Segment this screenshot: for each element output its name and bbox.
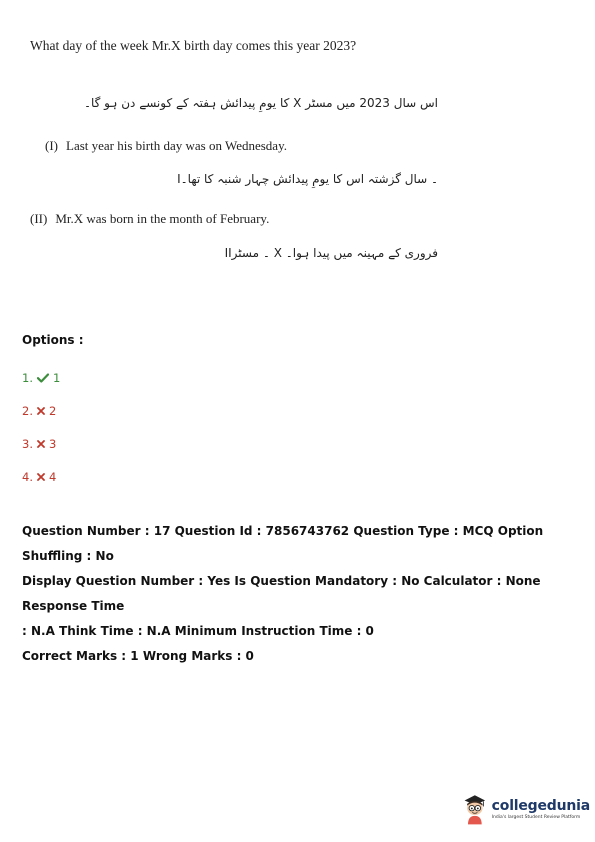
option-3-value: 3	[48, 437, 57, 451]
logo-wordmark: collegedunia	[491, 798, 590, 814]
cross-icon	[37, 407, 45, 415]
statement-1	[45, 138, 287, 154]
collegedunia-logo	[462, 787, 590, 831]
statement-2-urdu: II۔ مسٹر X فروری کے مہینہ میں پیدا ہوا۔	[224, 246, 438, 260]
cross-icon	[37, 473, 45, 481]
check-icon	[37, 373, 49, 383]
statement-1-number: (I)	[45, 138, 58, 153]
statement-2	[30, 211, 269, 227]
option-2[interactable]	[22, 404, 56, 418]
option-4-number: 4.	[22, 470, 33, 484]
meta-line-3: : N.A Think Time : N.A Minimum Instruction Time : 0	[22, 624, 374, 638]
option-4[interactable]	[22, 470, 56, 484]
option-1-value: 1	[52, 371, 61, 385]
statement-2-number: (II)	[30, 211, 48, 226]
meta-line-1: Question Number : 17 Question Id : 7856743762 Question Type : MCQ Option Shuffling : No	[22, 524, 544, 563]
meta-line-2: Display Question Number : Yes Is Question Mandatory : No Calculator : None Response Time	[22, 574, 541, 613]
statement-2-text: Mr.X was born in the month of February.	[55, 211, 270, 226]
option-3-number: 3.	[22, 437, 33, 451]
option-1[interactable]	[22, 371, 60, 385]
statement-1-urdu: I۔ سال گزشتہ اس کا یومِ پیدائش چہار شنبہ کا تھا۔	[177, 172, 438, 186]
option-4-value: 4	[48, 470, 57, 484]
cross-icon	[37, 440, 45, 448]
question-english: What day of the week Mr.X birth day comes this year 2023?	[30, 38, 357, 53]
statement-1-text: Last year his birth day was on Wednesday.	[66, 138, 287, 153]
option-2-number: 2.	[22, 404, 33, 418]
meta-line-4: Correct Marks : 1 Wrong Marks : 0	[22, 649, 254, 663]
option-1-number: 1.	[22, 371, 33, 385]
option-3[interactable]	[22, 437, 56, 451]
mascot-icon	[462, 790, 488, 828]
option-2-value: 2	[48, 404, 57, 418]
options-title: Options :	[22, 333, 84, 347]
question-urdu: اس سال 2023 میں مسٹر X کا یومِ پیدائش ہفتہ کے کونسے دن ہو گا۔	[83, 96, 438, 110]
logo-tagline: India's largest Student Review Platform	[491, 815, 581, 820]
question-metadata	[22, 519, 582, 669]
